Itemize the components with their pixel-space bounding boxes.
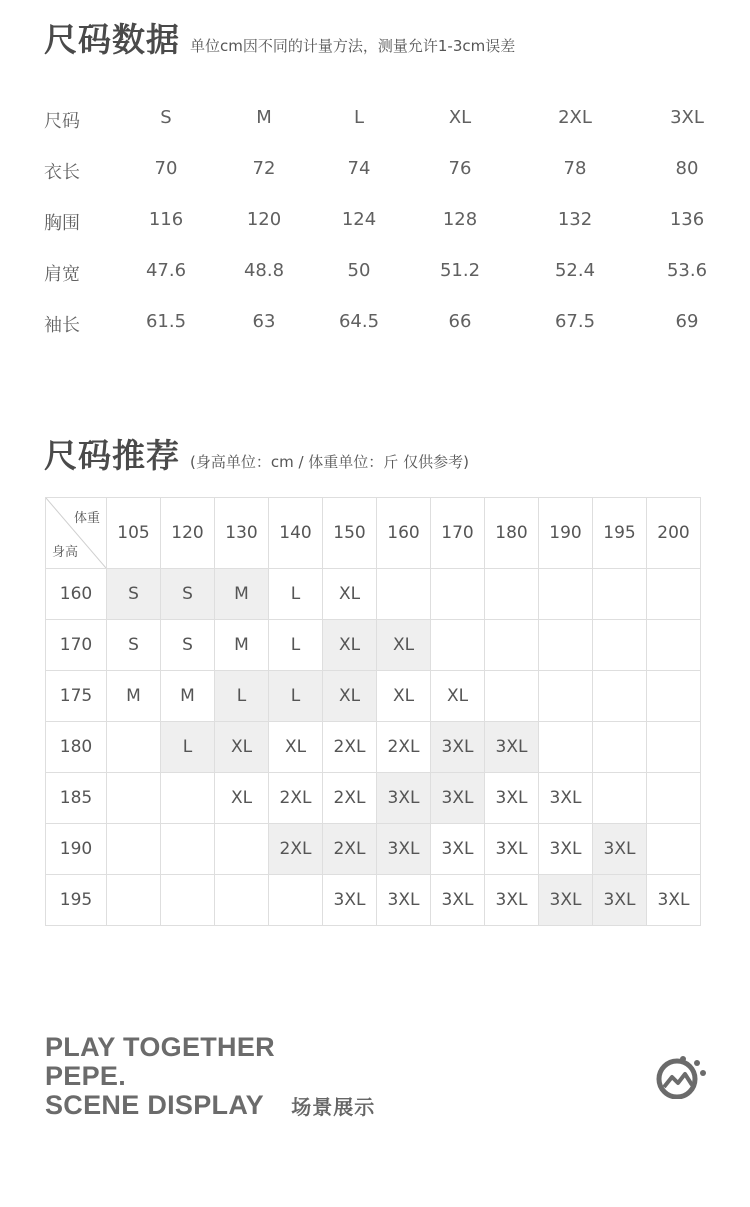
size-recommend-title: 尺码推荐 xyxy=(44,436,180,475)
size-cell xyxy=(539,620,593,671)
size-recommend-note: (身高单位：cm / 体重单位：斤 仅供参考) xyxy=(190,453,469,471)
size-data-cell: 78 xyxy=(563,158,587,179)
size-cell: 3XL xyxy=(647,875,701,926)
height-header-cell: 170 xyxy=(46,620,107,671)
height-header-cell: 185 xyxy=(46,773,107,824)
size-cell: 2XL xyxy=(377,722,431,773)
size-cell: XL xyxy=(269,722,323,773)
size-data-cell: 48.8 xyxy=(243,260,285,281)
size-data-row-label: 衣长 xyxy=(44,162,80,183)
size-cell: XL xyxy=(323,620,377,671)
size-cell xyxy=(593,569,647,620)
size-cell xyxy=(107,875,161,926)
size-cell xyxy=(593,773,647,824)
size-data-row xyxy=(0,299,750,350)
size-cell xyxy=(647,773,701,824)
size-data-cell: 69 xyxy=(675,311,699,332)
size-data-cell: 47.6 xyxy=(145,260,187,281)
size-cell xyxy=(161,824,215,875)
height-header-cell: 190 xyxy=(46,824,107,875)
size-cell: L xyxy=(215,671,269,722)
height-header-cell: 160 xyxy=(46,569,107,620)
size-data-cell: 51.2 xyxy=(439,260,481,281)
table-corner-cell xyxy=(46,498,107,569)
size-data-heading xyxy=(44,14,515,61)
size-data-cell: XL xyxy=(448,107,472,128)
size-cell: S xyxy=(107,620,161,671)
size-data-cell: L xyxy=(353,107,365,128)
footer-slogan xyxy=(45,1033,375,1123)
size-cell xyxy=(269,875,323,926)
slogan-line-1: PLAY TOGETHER xyxy=(45,1032,275,1062)
size-cell: 2XL xyxy=(323,824,377,875)
slogan-line-3-text: SCENE DISPLAY xyxy=(45,1090,264,1120)
table-row xyxy=(46,620,701,671)
size-cell: XL xyxy=(215,773,269,824)
weight-header-cell: 140 xyxy=(269,498,323,569)
size-cell: 3XL xyxy=(377,824,431,875)
size-data-cell: 61.5 xyxy=(145,311,187,332)
size-cell: 3XL xyxy=(485,773,539,824)
size-cell xyxy=(431,620,485,671)
size-cell: 3XL xyxy=(539,773,593,824)
size-data-cell: 124 xyxy=(341,209,377,230)
size-recommend-heading xyxy=(44,430,469,477)
size-data-cell: 116 xyxy=(148,209,184,230)
size-data-cell: 3XL xyxy=(670,107,704,128)
size-cell xyxy=(647,722,701,773)
size-data-row xyxy=(0,197,750,248)
size-cell: 2XL xyxy=(269,824,323,875)
size-cell: S xyxy=(161,620,215,671)
size-recommend-table xyxy=(45,497,701,926)
size-cell xyxy=(485,671,539,722)
size-cell: XL xyxy=(323,671,377,722)
size-cell xyxy=(215,824,269,875)
table-row xyxy=(46,671,701,722)
size-cell: 2XL xyxy=(323,722,377,773)
size-cell xyxy=(593,722,647,773)
size-data-table xyxy=(0,95,750,350)
slogan-line-2: PEPE. xyxy=(45,1061,127,1091)
size-data-row-label: 胸围 xyxy=(44,213,80,234)
size-cell xyxy=(539,671,593,722)
size-data-row-label: 肩宽 xyxy=(44,264,80,285)
weight-header-cell: 130 xyxy=(215,498,269,569)
size-cell xyxy=(215,875,269,926)
size-cell: S xyxy=(161,569,215,620)
size-cell xyxy=(647,569,701,620)
size-data-cell: M xyxy=(256,107,272,128)
size-cell xyxy=(647,671,701,722)
size-cell: 3XL xyxy=(485,824,539,875)
size-cell: 3XL xyxy=(485,722,539,773)
weight-header-cell: 190 xyxy=(539,498,593,569)
size-cell: 3XL xyxy=(431,722,485,773)
size-cell: 3XL xyxy=(431,773,485,824)
size-cell: 2XL xyxy=(269,773,323,824)
size-data-cell: 50 xyxy=(347,260,371,281)
size-data-cell: 52.4 xyxy=(554,260,596,281)
size-cell: L xyxy=(161,722,215,773)
size-data-cell: 53.6 xyxy=(666,260,708,281)
size-cell xyxy=(485,569,539,620)
size-data-cell: 120 xyxy=(246,209,282,230)
size-cell: 3XL xyxy=(539,824,593,875)
size-cell: M xyxy=(215,569,269,620)
height-header-cell: 195 xyxy=(46,875,107,926)
weight-header-cell: 160 xyxy=(377,498,431,569)
size-data-note: 单位cm因不同的计量方法，测量允许1-3cm误差 xyxy=(190,37,516,55)
table-row xyxy=(46,875,701,926)
size-cell: 3XL xyxy=(593,875,647,926)
size-cell: 3XL xyxy=(377,875,431,926)
size-data-title: 尺码数据 xyxy=(44,20,180,59)
mountain-sun-logo-icon xyxy=(655,1055,709,1103)
size-data-cell: 72 xyxy=(252,158,276,179)
size-cell xyxy=(377,569,431,620)
size-cell xyxy=(107,773,161,824)
size-data-header-row xyxy=(0,95,750,146)
weight-header-cell: 105 xyxy=(107,498,161,569)
size-cell: 3XL xyxy=(377,773,431,824)
size-cell: XL xyxy=(377,671,431,722)
size-cell xyxy=(539,569,593,620)
size-cell: 2XL xyxy=(323,773,377,824)
size-cell xyxy=(593,671,647,722)
size-cell: S xyxy=(107,569,161,620)
weight-header-cell: 200 xyxy=(647,498,701,569)
size-data-cell: 74 xyxy=(347,158,371,179)
size-cell xyxy=(161,773,215,824)
size-data-cell: 128 xyxy=(442,209,478,230)
size-cell xyxy=(107,722,161,773)
size-data-cell: 136 xyxy=(669,209,705,230)
size-cell xyxy=(539,722,593,773)
table-row xyxy=(46,773,701,824)
size-data-cell: 80 xyxy=(675,158,699,179)
size-data-row-label: 尺码 xyxy=(44,111,80,132)
table-row xyxy=(46,824,701,875)
size-cell: XL xyxy=(323,569,377,620)
size-cell: XL xyxy=(215,722,269,773)
weight-header-cell: 195 xyxy=(593,498,647,569)
size-cell: 3XL xyxy=(539,875,593,926)
size-data-cell: 2XL xyxy=(558,107,592,128)
weight-header-cell: 150 xyxy=(323,498,377,569)
size-cell xyxy=(593,620,647,671)
size-data-row-label: 袖长 xyxy=(44,315,80,336)
table-row xyxy=(46,722,701,773)
size-cell xyxy=(431,569,485,620)
height-header-cell: 180 xyxy=(46,722,107,773)
size-data-cell: S xyxy=(160,107,172,128)
size-cell: L xyxy=(269,671,323,722)
size-data-cell: 132 xyxy=(557,209,593,230)
size-cell: XL xyxy=(431,671,485,722)
scene-display-label: 场景展示 xyxy=(291,1097,376,1119)
size-cell xyxy=(647,824,701,875)
size-cell xyxy=(161,875,215,926)
size-data-cell: 76 xyxy=(448,158,472,179)
size-cell: 3XL xyxy=(323,875,377,926)
size-cell xyxy=(485,620,539,671)
height-header-cell: 175 xyxy=(46,671,107,722)
size-data-cell: 63 xyxy=(252,311,276,332)
height-axis-label: 身高 xyxy=(52,545,79,560)
size-data-row xyxy=(0,146,750,197)
table-row xyxy=(46,569,701,620)
size-cell: 3XL xyxy=(431,824,485,875)
weight-header-cell: 170 xyxy=(431,498,485,569)
weight-axis-label: 体重 xyxy=(73,511,100,526)
size-cell: L xyxy=(269,569,323,620)
size-data-cell: 70 xyxy=(154,158,178,179)
weight-header-cell: 180 xyxy=(485,498,539,569)
size-cell xyxy=(647,620,701,671)
size-cell xyxy=(107,824,161,875)
size-cell: L xyxy=(269,620,323,671)
size-cell: 3XL xyxy=(431,875,485,926)
slogan-line-3 xyxy=(45,1091,375,1123)
weight-header-cell: 120 xyxy=(161,498,215,569)
size-data-cell: 67.5 xyxy=(554,311,596,332)
size-data-cell: 66 xyxy=(448,311,472,332)
size-cell: 3XL xyxy=(593,824,647,875)
size-cell: M xyxy=(107,671,161,722)
size-cell: M xyxy=(161,671,215,722)
size-data-row xyxy=(0,248,750,299)
size-cell: XL xyxy=(377,620,431,671)
size-data-cell: 64.5 xyxy=(338,311,380,332)
size-cell: 3XL xyxy=(485,875,539,926)
size-cell: M xyxy=(215,620,269,671)
